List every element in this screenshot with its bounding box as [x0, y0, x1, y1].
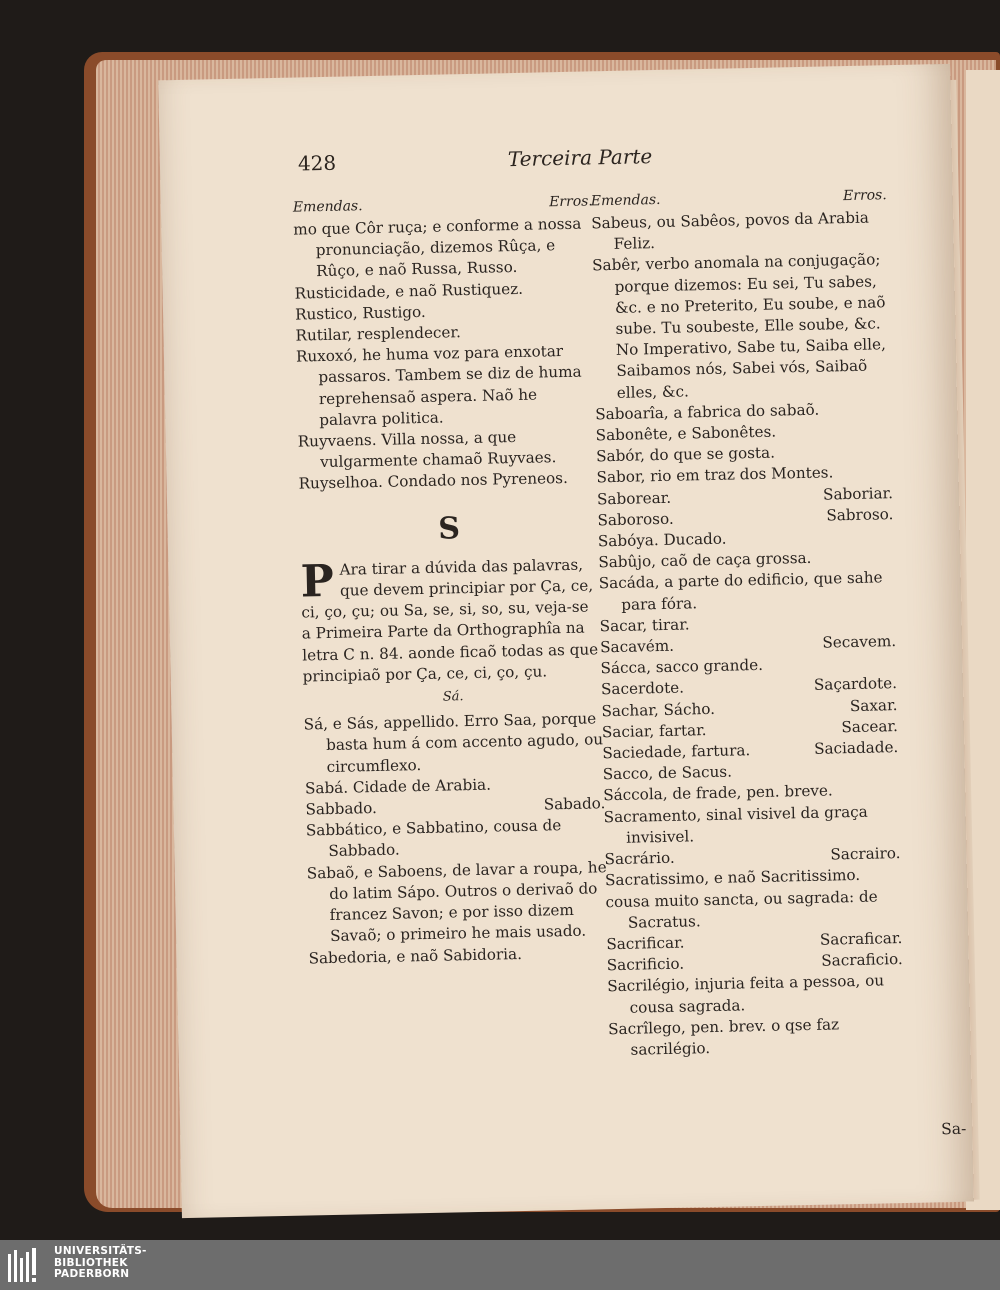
book-page [158, 64, 974, 1218]
dictionary-entry [293, 213, 594, 283]
entry-text: Sabbático, e Sabbatino, cousa de Sabbado. [305, 816, 562, 861]
emendas-label: Emendas. [292, 198, 363, 216]
entry-text: Sachar, Sácho. [601, 699, 716, 720]
library-line-2: BIBLIOTHEK [54, 1256, 128, 1269]
drop-cap: P [300, 555, 335, 608]
entry-error-form: Sabado. [543, 794, 606, 814]
entry-text: Sabaõ, e Saboens, de lavar a roupa, he do latim Sápo. Outros o derivaõ do francez Savon; e por isso dizem Savaõ; o primeiro he mais usado. [306, 857, 607, 946]
entry-text: cousa muito sancta, ou sagrada: de Sacratus. [605, 887, 878, 932]
entry-text: Rutilar, resplendecer. [295, 323, 462, 345]
entry-error-form: Saciadade. [813, 738, 899, 758]
entry-text: Sacerdote. [600, 679, 685, 699]
entry-text: Sabor, rio em traz dos Montes. [596, 463, 834, 487]
dictionary-entry [591, 207, 888, 256]
entry-text: Sacar, tirar. [599, 615, 690, 636]
dictionary-entry [592, 250, 891, 405]
dictionary-entry [298, 425, 599, 474]
entry-error-form: Saboriar. [822, 483, 894, 504]
left-entries-before [293, 213, 599, 495]
entry-text: Sacrificar. [606, 933, 685, 954]
library-bar [0, 1240, 1000, 1290]
running-title: Terceira Parte [507, 144, 653, 172]
entry-text: Rustico, Rustigo. [294, 302, 426, 324]
entry-text: mo que Côr ruça; e conforme a nossa pronunciação, dizemos Rûça, e Rûço, e naõ Russa, Russo. [293, 214, 582, 281]
emendas-label: Emendas. [590, 191, 661, 210]
erros-label: Erros. [548, 193, 593, 211]
entry-text: Sabóya. Ducado. [597, 529, 727, 551]
entry-text: Sacco, de Sacus. [602, 762, 733, 784]
dictionary-entry [607, 970, 904, 1019]
entry-text: Sacrário. [604, 848, 675, 869]
entry-error-form: Sabroso. [826, 504, 894, 525]
entry-text: Saboarîa, a fabrica do sabaõ. [595, 400, 820, 424]
entry-text: Ruyvaens. Villa nossa, a que vulgarmente chamaõ Ruyvaes. [297, 428, 557, 472]
library-bars-logo [8, 1248, 48, 1284]
entry-error-form: Saçardote. [813, 674, 898, 695]
entry-text: Sabêr, verbo anomala na conjugação; porque dizemos: Eu sei, Tu sabes, &c. e no Preterito, Eu soube, e naõ sube. Tu soubeste, Elle soube, &c. No Imperativo, Sabe tu, Saiba elle, Saibamos nós, Sabei vós, Saibaõ elles, &c. [591, 250, 887, 402]
entry-error-form: Sacrairo. [830, 844, 901, 864]
right-entries [591, 207, 905, 1061]
entry-text: Saciedade, fartura. [602, 741, 751, 763]
entry-text: Sacratissimo, e naõ Sacritissimo. [604, 866, 861, 890]
section-letter: S [437, 510, 462, 547]
entry-text: Saciar, fartar. [601, 720, 707, 742]
entry-text: Ruyselhoa. Condado nos Pyreneos. [298, 469, 569, 493]
entry-text: Sacavém. [599, 636, 675, 657]
entry-text: Sabeus, ou Sabêos, povos da Arabia Feliz. [591, 208, 870, 254]
dictionary-entry [306, 814, 607, 863]
page-header [298, 141, 799, 181]
erros-label: Erros. [842, 187, 887, 205]
dictionary-entry [605, 886, 902, 935]
entry-text: Saboroso. [597, 509, 674, 530]
entry-text: Sácca, sacco grande. [600, 656, 764, 678]
left-entries-after [303, 708, 608, 969]
entry-text: Sacrîlego, pen. brev. o qse faz sacrilégio. [607, 1015, 840, 1059]
dictionary-entry [296, 341, 598, 432]
catchword: Sa- [941, 1119, 967, 1139]
entry-text: Sabá. Cidade de Arabia. [304, 775, 492, 798]
entry-error-form: Sacraficio. [821, 950, 903, 970]
intro-text: Ara tirar a dúvida das palavras, que devem principiar por Ça, ce, ci, ço, çu; ou Sa, se, si, so, su, veja-se a Primeira Parte da Orthographîa na letra C n. 84. aonde ficaõ todas as que principiaõ por Ça, ce, ci, ço, çu. [301, 555, 599, 686]
entry-text: Sabonête, e Sabonêtes. [595, 422, 777, 445]
library-line-3: PADERBORN [54, 1268, 130, 1280]
subhead: Sá. [442, 689, 464, 705]
entry-text: Sabór, do que se gosta. [595, 443, 776, 466]
right-column [591, 185, 905, 1061]
entry-text: Sacrificio. [606, 954, 685, 975]
entry-text: Sabûjo, caõ de caça grossa. [598, 549, 812, 572]
left-column [293, 191, 609, 969]
entry-text: Sabbado. [305, 799, 378, 819]
entry-text: Rusticidade, e naõ Rustiquez. [294, 279, 524, 303]
section-intro [300, 554, 603, 687]
entry-text: Sacramento, sinal visivel da graça invisivel. [603, 802, 868, 847]
entry-error-form: Saxar. [849, 695, 898, 715]
entry-text: Sáccola, de frade, pen. breve. [603, 781, 833, 805]
entry-error-form: Secavem. [822, 632, 897, 652]
dictionary-entry [608, 1013, 905, 1062]
dictionary-entry [603, 801, 900, 850]
entry-text: Sacáda, a parte do edificio, que sahe para fóra. [598, 568, 883, 614]
dictionary-entry [599, 568, 896, 617]
entry-text: Sacrilégio, injuria feita a pessoa, ou cousa sagrada. [607, 971, 885, 1017]
dictionary-entry [307, 857, 609, 948]
entry-text: Saborear. [596, 488, 672, 508]
library-line-1: UNIVERSITÄTS- [54, 1245, 147, 1257]
entry-text: Ruxoxó, he huma voz para enxotar passaros. Tambem se diz de huma reprehensaõ aspera. Naõ he palavra politica. [295, 342, 582, 429]
entry-error-form: Sacear. [841, 716, 899, 737]
entry-text: Sabedoria, e naõ Sabidoria. [308, 944, 523, 967]
entry-text: Sá, e Sás, appellido. Erro Saa, porque basta hum á com accento agudo, ou circumflexo. [303, 709, 604, 776]
dictionary-entry [303, 708, 604, 778]
entry-error-form: Sacraficar. [819, 928, 903, 949]
page-number: 428 [297, 150, 337, 176]
library-name [54, 1246, 147, 1281]
